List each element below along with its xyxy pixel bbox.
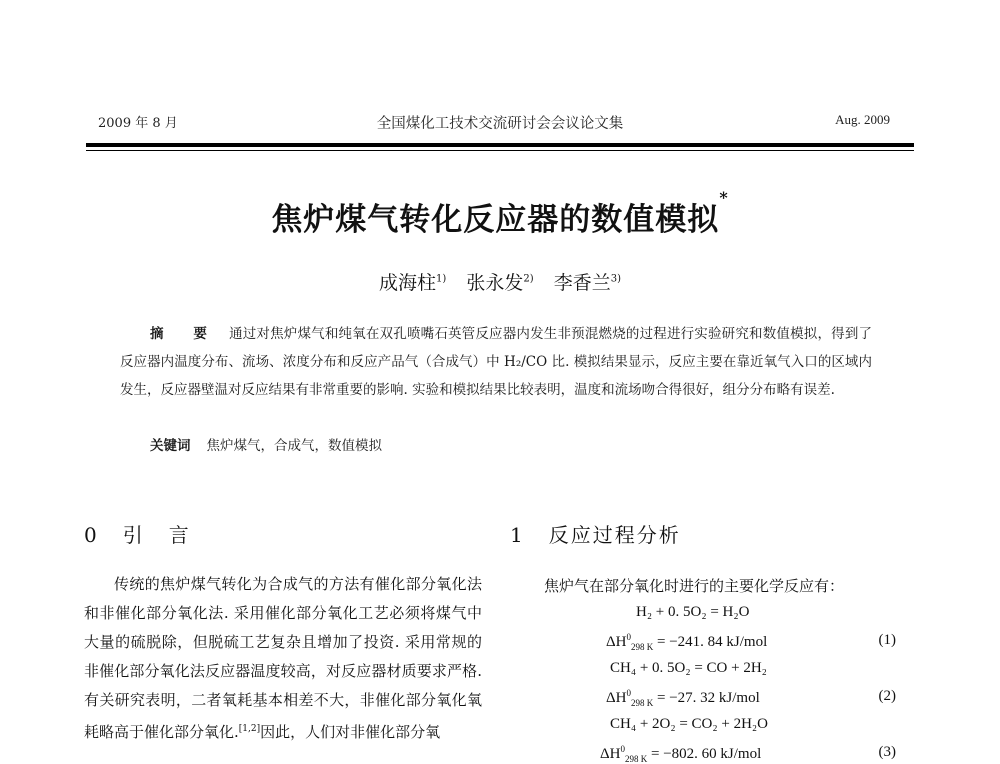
reaction-equation: H₂ + 0. 5O₂ = H₂O xyxy=(636,604,750,620)
abstract-text: 通过对焦炉煤气和纯氧在双孔喷嘴石英管反应器内发生非预混燃烧的过程进行实验研究和数值模拟，得到了反应器内温度分布、流场、浓度分布和反应产品气（合成气）中 H₂/CO 比. 模拟结果显示，反应主要在靠近氧气入口的区域内发生，反应器壁温对反应结果有非常重要的影响. 实验和模拟结果比较表明，温度和流场吻合得很好，组分分布略有误差. xyxy=(120,326,873,398)
intro-paragraph: 传统的焦炉煤气转化为合成气的方法有催化部分氧化法和非催化部分氧化法. 采用催化部分氧化工艺必须将煤气中大量的硫脱除，但脱硫工艺复杂且增加了投资. 采用常规的非催化部分氧化法反应器温度较高，对反应器材质要求严格. 有关研究表明，二者氧耗基本相差不大，非催化部分氧化氧耗略高于催化部分氧化. xyxy=(84,575,482,741)
title-footnote-mark: * xyxy=(719,188,729,207)
section-title: 反应过程分析 xyxy=(548,523,681,547)
equation-number: (2) xyxy=(878,688,896,704)
reaction-equation: CH₄ + 2O₂ = CO₂ + 2H₂O xyxy=(610,716,768,732)
keywords xyxy=(150,434,382,454)
reaction-intro: 焦炉气在部分氧化时进行的主要化学反应有： xyxy=(544,577,845,595)
author-name: 张永发$^{2)}$ xyxy=(466,272,534,294)
introduction-body xyxy=(84,570,482,747)
author-list xyxy=(0,268,1000,295)
header-date-en: Aug. 2009 xyxy=(835,112,890,127)
abstract-label: 摘 要 xyxy=(150,326,216,342)
header-rule-thick xyxy=(86,143,914,147)
enthalpy-line: $\Delta H^0_{298 K} = -802$. 60 kJ/mol xyxy=(600,744,762,764)
keywords-label: 关键词 xyxy=(150,438,191,454)
section-heading-reaction-analysis xyxy=(510,519,681,548)
equation-number: (1) xyxy=(878,632,896,648)
section-number: 1 xyxy=(510,523,525,547)
paper-title xyxy=(0,188,1000,239)
author-name: 成海柱$^{1)}$ xyxy=(379,272,447,294)
section-heading-introduction xyxy=(84,519,215,548)
header-date-cn: 2009 年 8 月 xyxy=(98,116,178,131)
enthalpy-line: $\Delta H^0_{298 K} = -241$. 84 kJ/mol xyxy=(606,632,768,652)
section-number: 0 xyxy=(84,523,99,547)
paper-title-text: 焦炉煤气转化反应器的数值模拟 xyxy=(271,202,720,238)
header-proceedings: 全国煤化工技术交流研讨会会议论文集 xyxy=(376,116,624,132)
intro-paragraph-tail: 因此，人们对非催化部分氧 xyxy=(260,723,441,741)
header-rule-thin xyxy=(86,150,914,151)
reaction-equation: CH₄ + 0. 5O₂ = CO + 2H₂ xyxy=(610,660,767,676)
equation-number: (3) xyxy=(878,744,896,760)
abstract xyxy=(120,320,872,404)
citation: [1,2] xyxy=(238,724,261,734)
enthalpy-line: $\Delta H^0_{298 K} = -27$. 32 kJ/mol xyxy=(606,688,760,708)
section-title: 引言 xyxy=(122,523,215,547)
keywords-text: 焦炉煤气，合成气，数值模拟 xyxy=(206,438,382,454)
author-name: 李香兰$^{3)}$ xyxy=(553,272,621,294)
